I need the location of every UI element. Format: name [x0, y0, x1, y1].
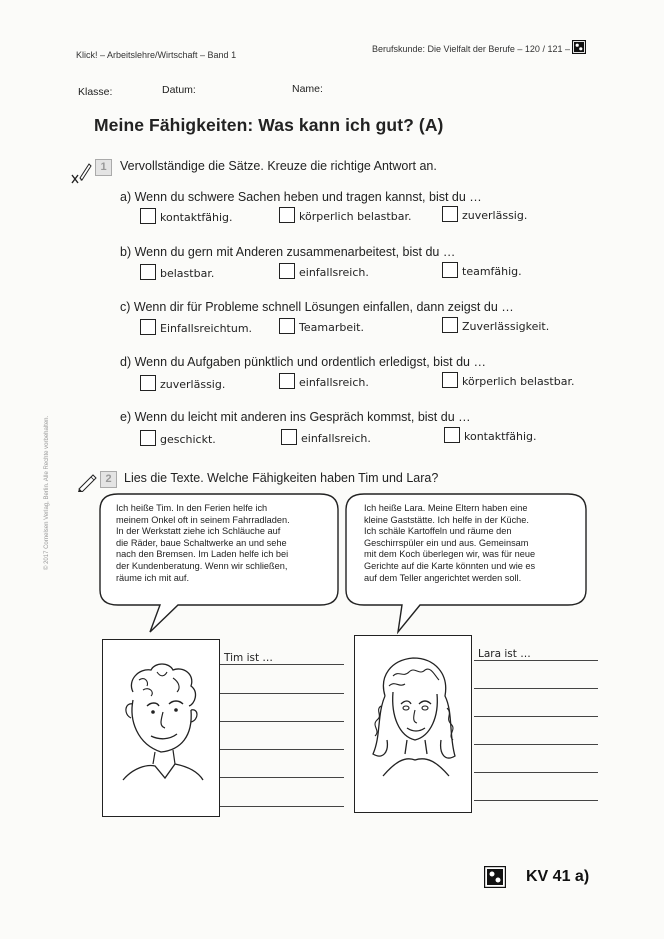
lara-answer-label: Lara ist …: [478, 648, 531, 660]
task-1-instruction: Vervollständige die Sätze. Kreuze die richtige Antwort an.: [120, 159, 437, 173]
class-field-label: Klasse:: [78, 86, 113, 98]
question-e: e) Wenn du leicht mit anderen ins Gespräch kommst, bist du …: [120, 410, 471, 424]
boy-face-drawing: [103, 640, 219, 816]
cornelsen-square-icon: [484, 866, 506, 888]
tim-portrait: [102, 639, 220, 817]
lara-answer-line-1[interactable]: [474, 660, 598, 661]
option-e-1[interactable]: geschickt.: [140, 428, 216, 446]
task-2-instruction: Lies die Texte. Welche Fähigkeiten haben Tim und Lara?: [124, 471, 439, 485]
option-c-2[interactable]: Teamarbeit.: [279, 316, 364, 334]
tim-answer-line-1[interactable]: [220, 664, 344, 665]
option-b-3[interactable]: teamfähig.: [442, 260, 522, 278]
option-d-3[interactable]: körperlich belastbar.: [442, 370, 574, 388]
task-2-number: 2: [100, 471, 117, 488]
lara-text: Ich heiße Lara. Meine Eltern haben eine kleine Gaststätte. Ich helfe in der Küche. Ich schäle Kartoffeln und räume den Geschirrspüler ein und aus. Gemeinsam mit dem Koch überlegen wir, was für neue Gerichte auf die Karte könnten und wie es auf dem Teller angerichtet werden soll.: [364, 503, 536, 583]
copyright-note: © 2017 Cornelsen Verlag, Berlin. Alle Rechte vorbehalten.: [44, 415, 50, 570]
tim-answer-line-5[interactable]: [220, 777, 344, 778]
lara-answer-line-2[interactable]: [474, 688, 598, 689]
girl-face-drawing: [355, 636, 471, 812]
task-1-number: 1: [95, 159, 112, 176]
tim-answer-line-6[interactable]: [220, 806, 344, 807]
tim-answer-line-3[interactable]: [220, 721, 344, 722]
option-c-3[interactable]: Zuverlässigkeit.: [442, 315, 549, 333]
tim-answer-line-2[interactable]: [220, 693, 344, 694]
header-left: Klick! – Arbeitslehre/Wirtschaft – Band 1: [76, 50, 237, 60]
tim-text: Ich heiße Tim. In den Ferien helfe ich meinem Onkel oft in seinem Fahrradladen. In der Werkstatt ziehe ich Schläuche auf die Räder, baue Schaltwerke an und sehe nach den Bremsen. Im Laden helfe ich bei der Kundenberatung. Wenn wir schließen, räume ich mit auf.: [116, 503, 290, 583]
question-a: a) Wenn du schwere Sachen heben und tragen kannst, bist du …: [120, 190, 482, 204]
header-right: Berufskunde: Die Vielfalt der Berufe – 120 / 121 –: [372, 44, 570, 54]
option-a-2[interactable]: körperlich belastbar.: [279, 205, 411, 223]
question-c: c) Wenn dir für Probleme schnell Lösungen einfallen, dann zeigst du …: [120, 300, 514, 314]
question-d: d) Wenn du Aufgaben pünktlich und ordentlich erledigst, bist du …: [120, 355, 486, 369]
lara-answer-line-5[interactable]: [474, 772, 598, 773]
lara-answer-line-4[interactable]: [474, 744, 598, 745]
option-d-2[interactable]: einfallsreich.: [279, 371, 369, 389]
option-a-3[interactable]: zuverlässig.: [442, 204, 527, 222]
lara-answer-line-6[interactable]: [474, 800, 598, 801]
option-e-3[interactable]: kontaktfähig.: [444, 425, 537, 443]
lara-answer-line-3[interactable]: [474, 716, 598, 717]
tim-answer-line-4[interactable]: [220, 749, 344, 750]
option-d-1[interactable]: zuverlässig.: [140, 373, 225, 391]
name-field-label: Name:: [292, 83, 323, 95]
tim-answer-label: Tim ist …: [224, 652, 273, 664]
option-c-1[interactable]: Einfallsreichtum.: [140, 317, 252, 335]
lara-portrait: [354, 635, 472, 813]
option-b-1[interactable]: belastbar.: [140, 262, 214, 280]
question-b: b) Wenn du gern mit Anderen zusammenarbeitest, bist du …: [120, 245, 456, 259]
date-field-label: Datum:: [162, 84, 196, 96]
worksheet-code: KV 41 a): [526, 868, 590, 885]
option-e-2[interactable]: einfallsreich.: [281, 427, 371, 445]
option-a-1[interactable]: kontaktfähig.: [140, 206, 233, 224]
page-title: Meine Fähigkeiten: Was kann ich gut? (A): [94, 115, 444, 135]
option-b-2[interactable]: einfallsreich.: [279, 261, 369, 279]
